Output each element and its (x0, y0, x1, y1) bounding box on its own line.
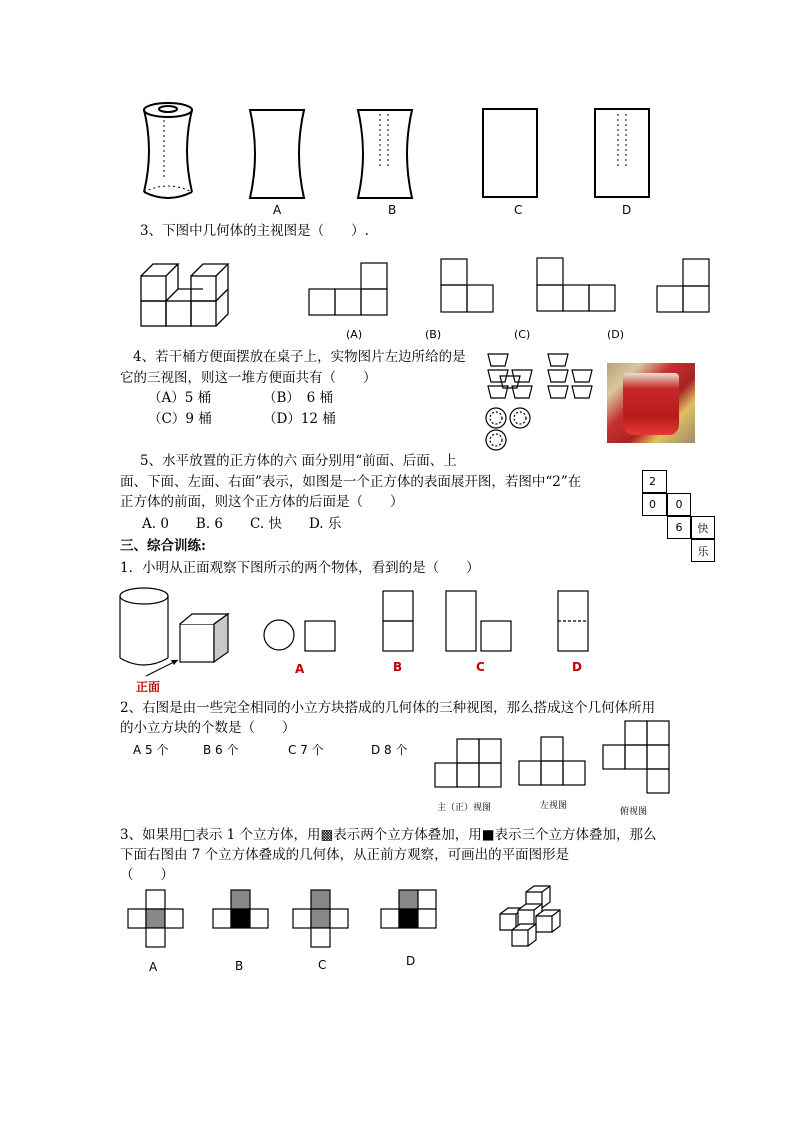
option-a-view (248, 108, 308, 200)
q3-option-a-label: (A) (346, 328, 363, 341)
q3-option-d-label: (D) (607, 328, 625, 341)
s3-q2-option-b: B 6 个 (203, 743, 239, 757)
s3-q3-line1: 3、如果用□表示 1 个立方体，用▩表示两个立方体叠加，用■表示三个立方体叠加，那么 (120, 827, 657, 843)
q4-line2: 它的三视图，则这一堆方便面共有（ ） (120, 370, 377, 386)
s3-q1-text: 1．小明从正面观察下图所示的两个物体，看到的是（ ） (120, 560, 480, 576)
q5-line3: 正方体的前面，则这个正方体的后面是（ ） (120, 494, 404, 510)
q4-line1: 4、若干桶方便面摆放在桌子上，实物图片左边所给的是 (133, 349, 466, 365)
q3-option-c-label: (C) (514, 328, 531, 341)
s3-q2-option-c: C 7 个 (288, 743, 324, 757)
net-cell: 2 (642, 470, 667, 493)
s3-q1-option-b-figure (382, 590, 416, 652)
net-cell: 6 (667, 516, 691, 539)
q4-front-view (486, 352, 538, 404)
q3-option-a-figure (308, 262, 388, 316)
s3-q1-option-b-label: B (393, 660, 403, 674)
q4-top-view (484, 406, 536, 452)
vase-solid-figure (140, 100, 200, 205)
net-cell: 0 (667, 493, 691, 516)
s3-q1-option-d-figure (557, 590, 591, 652)
s3-q3-option-c-figure (292, 889, 350, 949)
left-view-figure (517, 736, 587, 788)
q3-cube-solid (140, 258, 242, 330)
q3-option-b-figure (440, 258, 494, 314)
s3-q3-option-a-label: A (149, 960, 158, 974)
s3-q3-option-c-label: C (318, 958, 327, 972)
q4-option-d: （D）12 桶 (263, 411, 336, 427)
net-cell: 快 (691, 516, 715, 539)
s3-q3-line2: 下面右图由 7 个立方体叠成的几何体，从正前方观察，可画出的平面图形是 (120, 847, 570, 863)
top-view-label: 俯视图 (620, 807, 648, 817)
q4-option-c: （C）9 桶 (148, 411, 212, 427)
s3-q3-option-b-figure (212, 889, 270, 931)
q4-side-view (546, 352, 598, 404)
q4-option-a: （A）5 桶 (148, 390, 212, 406)
net-cell: 0 (642, 493, 667, 516)
q4-option-b: （B） 6 桶 (263, 390, 334, 406)
s3-q3-option-d-figure (380, 889, 438, 931)
s3-q1-option-a-label: A (295, 662, 305, 676)
net-cell: 乐 (691, 539, 715, 562)
s3-q1-option-c-figure (445, 590, 515, 652)
front-view-label: 主（正）视图 (437, 803, 492, 813)
top-view-figure (601, 720, 671, 796)
q5-line1: 5、水平放置的正方体的六 面分别用“前面、后面、上 (140, 453, 457, 469)
q3-option-c-figure (536, 257, 616, 313)
q5-line2: 面、下面、左面、右面”表示，如图是一个正方体的表面展开图，若图中“2”在 (120, 474, 582, 490)
s3-q1-option-a-figure (262, 618, 338, 654)
front-view-figure (433, 738, 503, 790)
option-d-view (594, 108, 650, 200)
s3-q2-line2: 的小立方块的个数是（ ） (120, 720, 296, 736)
left-view-label: 左视图 (540, 801, 568, 811)
noodle-cup-photo (607, 363, 695, 443)
option-b-view (356, 108, 416, 200)
s3-q1-option-d-label: D (572, 660, 582, 674)
q3-option-d-figure (656, 258, 710, 314)
top-option-b-label: B (388, 203, 397, 217)
s3-q2-option-a: A 5 个 (133, 743, 169, 757)
q5-options: A. 0 B. 6 C. 快 D. 乐 (142, 516, 342, 532)
q3-option-b-label: (B) (425, 328, 442, 341)
top-option-d-label: D (622, 203, 632, 217)
s3-q3-option-d-label: D (406, 954, 416, 968)
section3-heading: 三、综合训练: (120, 538, 206, 554)
front-label: 正面 (136, 680, 161, 694)
s3-q1-option-c-label: C (476, 660, 485, 674)
s3-q3-line3: （ ） (120, 867, 174, 883)
s3-q3-option-a-figure (127, 889, 185, 949)
cube-stack-figure (498, 884, 578, 950)
cylinder-and-cube-figure (118, 586, 236, 668)
s3-q2-option-d: D 8 个 (371, 743, 408, 757)
q3-text: 3、下图中几何体的主视图是（ ）. (140, 223, 369, 239)
option-c-view (482, 108, 538, 200)
s3-q3-option-b-label: B (235, 959, 244, 973)
s3-q2-line1: 2、右图是由一些完全相同的小立方块搭成的几何体的三种视图，那么搭成这个几何体所用 (120, 700, 656, 716)
top-option-a-label: A (273, 203, 282, 217)
top-option-c-label: C (514, 203, 523, 217)
